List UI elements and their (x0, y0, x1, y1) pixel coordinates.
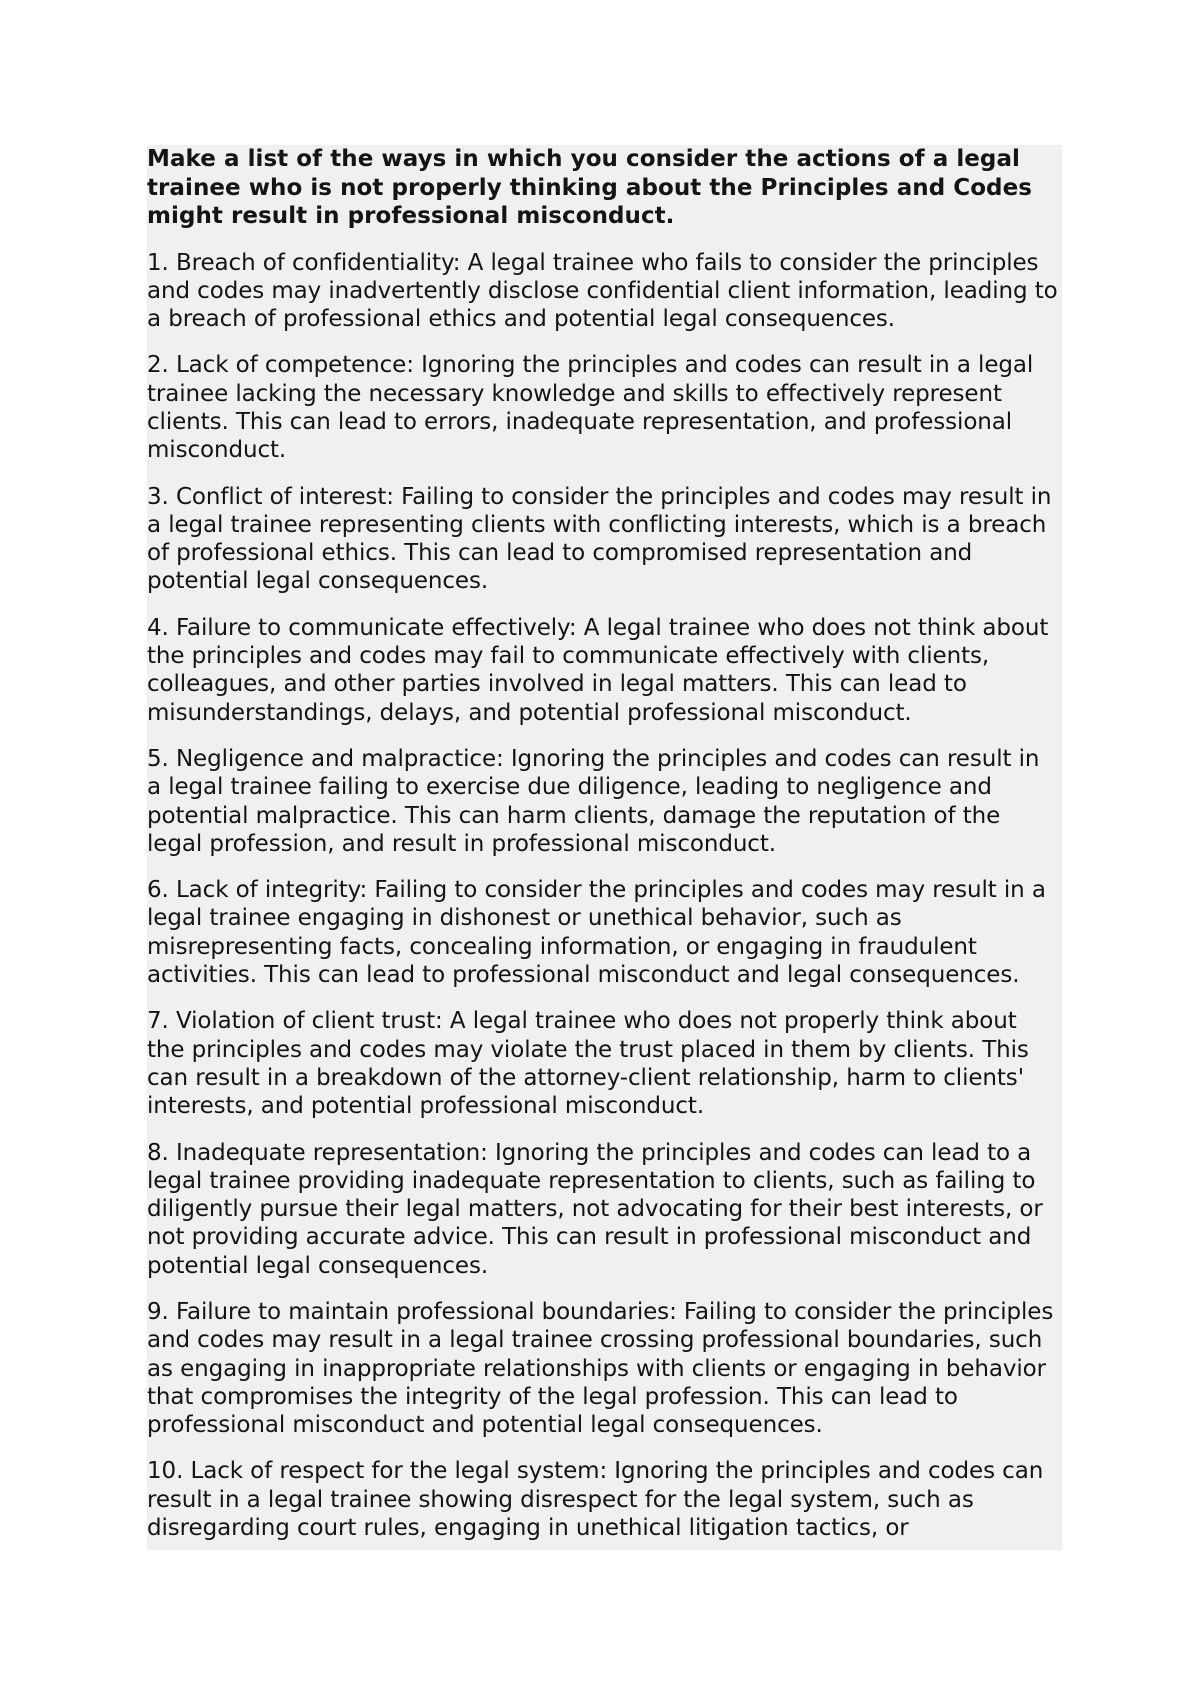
list-item-8: 8. Inadequate representation: Ignoring the principles and codes can lead to a legal trainee providing inadequate representation to clients, such as failing to diligently pursue their legal matters, not advocating for their best interests, or not providing accurate advice. This can result in professional misconduct and potential legal consequences. (147, 1139, 1043, 1279)
list-item-10: 10. Lack of respect for the legal system: Ignoring the principles and codes can result in a legal trainee showing disrespect for the legal system, such as disregarding court rules, engaging in unethical litigation tactics, or (147, 1458, 1044, 1542)
list-item-3: 3. Conflict of interest: Failing to consider the principles and codes may result in a legal trainee representing clients with conflicting interests, which is a breach of professional ethics. This can lead to compromised representation and potential legal consequences. (147, 483, 1052, 595)
document-text-block (147, 145, 1062, 1550)
list-item-7: 7. Violation of client trust: A legal trainee who does not properly think about the principles and codes may violate the trust placed in them by clients. This can result in a breakdown of the attorney-client relationship, harm to clients' interests, and potential professional misconduct. (147, 1008, 1029, 1120)
list-item-9: 9. Failure to maintain professional boundaries: Failing to consider the principles and codes may result in a legal trainee crossing professional boundaries, such as engaging in inappropriate relationships with clients or engaging in behavior that compromises the integrity of the legal profession. This can lead to professional misconduct and potential legal consequences. (147, 1299, 1054, 1439)
list-item-1: 1. Breach of confidentiality: A legal trainee who fails to consider the principles and codes may inadvertently disclose confidential client information, leading to a breach of professional ethics and potential legal consequences. (147, 249, 1058, 333)
list-item-4: 4. Failure to communicate effectively: A legal trainee who does not think about the principles and codes may fail to communicate effectively with clients, colleagues, and other parties involved in legal matters. This can lead to misunderstandings, delays, and potential professional misconduct. (147, 614, 1049, 726)
question-heading: Make a list of the ways in which you consider the actions of a legal trainee who is not properly thinking about the Principles and Codes might result in professional misconduct. (147, 146, 1032, 229)
list-item-2: 2. Lack of competence: Ignoring the principles and codes can result in a legal trainee lacking the necessary knowledge and skills to effectively represent clients. This can lead to errors, inadequate representation, and professional misconduct. (147, 352, 1034, 464)
list-item-5: 5. Negligence and malpractice: Ignoring the principles and codes can result in a legal trainee failing to exercise due diligence, leading to negligence and potential malpractice. This can harm clients, damage the reputation of the legal profession, and result in professional misconduct. (147, 745, 1040, 857)
list-item-6: 6. Lack of integrity: Failing to consider the principles and codes may result in a legal trainee engaging in dishonest or unethical behavior, such as misrepresenting facts, concealing information, or engaging in fraudulent activities. This can lead to professional misconduct and legal consequences. (147, 877, 1046, 989)
